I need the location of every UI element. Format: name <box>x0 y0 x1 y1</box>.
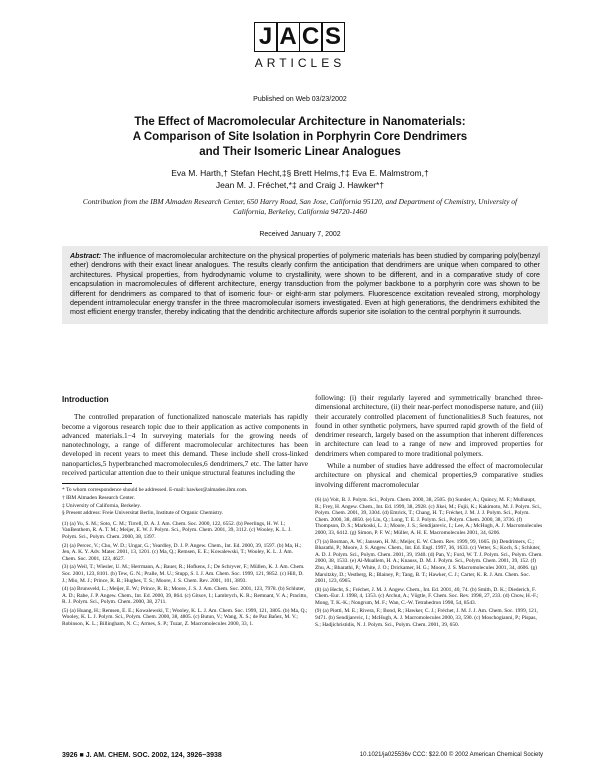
footnote: ‡ University of California, Berkeley. <box>62 502 141 509</box>
abstract-box <box>62 246 548 324</box>
logo-letter-a: A <box>276 22 300 52</box>
body-paragraph: following: (i) their regularly layered and symmetrically branched three-dimensional architecture, (ii) their near-perfect monodisperse nature, and (iii) their accurately controlled placement of functionalities.8 Such features, not found in other synthetic polymers, have spurred rapid growth of the field of dendrimer research, largely based on the assumption that inherent differences in architecture can lead to a range of new and improved properties for dendrimers when compared to more traditional polymers. <box>315 393 543 458</box>
references-right <box>315 497 543 628</box>
body-paragraph: The controlled preparation of functionalized nanoscale materials has rapidly become a vigorous research topic due to their application as active components in advanced materials.1−4 In surveying materials for the growing needs of nanotechnology, a range of different macromolecular architectures has been developed in recent years to meet this demand. These include shell cross-linked nanoparticles,5 hyperbranched macromolecules,6 dendrimers,7 etc. The latter have received particular attention due to their unique structural features including the <box>62 412 308 478</box>
footer-doi: 10.1021/ja025536v CCC: $22.00 © 2002 American Chemical Society <box>359 752 543 758</box>
reference: (9) (a) Piotti, M. E.; Rivera, F.; Bond, R.; Hawker, C. J.; Fréchet, J. M. J. J. Am. Chem. Soc. 1999, 121, 9471. (b) Sendijarevic, I.; McHugh, A. J. Macromolecules 2000, 33, 590. (c) Moschogianni, P.; Pispas, S.; Hadjichristidis, N. J. Polym. Sci., Polym. Chem. 2001, 39, 650. <box>315 608 538 628</box>
authors-line: Eva M. Harth,† Stefan Hecht,‡§ Brett Helms,†‡ Eva E. Malmstrom,† <box>171 168 429 178</box>
published-date: Published on Web 03/23/2002 <box>253 96 347 103</box>
right-column <box>315 393 543 630</box>
body-paragraph: While a number of studies have addressed the effect of macromolecular architecture on physical and chemical properties,9 comparative studies involving different macromolecular <box>315 461 543 489</box>
logo-letter-c: C <box>299 22 323 52</box>
logo-subtitle: ARTICLES <box>254 56 346 70</box>
footnote: § Present address: Freie Universitat Berlin, Institute of Organic Chemistry. <box>62 510 224 517</box>
affiliation: Contribution from the IBM Almaden Research Center, 650 Harry Road, San Jose, California 95120, and Department of Chemistry, University of California, Berkeley, California 94720-1460 <box>82 197 518 216</box>
references-left <box>62 521 308 628</box>
title-line: A Comparison of Site Isolation in Porphyrin Core Dendrimers <box>132 131 468 143</box>
reference: (5) (a) Huang, H.; Remsen, E. E.; Kowalewski, T.; Wooley, K. L. J. Am. Chem. Soc. 1999, 121, 3805. (b) Ma, Q.; Wooley, K. L. J. Polym. Sci., Polym. Chem. 2000, 38, 4805. (c) Butun, V.; Wang, X. S.; de Paz Bañez, M. V.; Robinson, K. L.; Billingham, N. C.; Armes, S. P.; Tuzar, Z. Macromolecules 2000, 33, 1. <box>62 607 308 628</box>
article-title <box>60 115 540 160</box>
received-date: Received January 7, 2002 <box>259 231 341 238</box>
title-line: and Their Isomeric Linear Analogues <box>199 146 401 158</box>
footnotes <box>62 483 308 516</box>
reference: (2) (a) Percec, V.; Cho, W. D.; Ungar, G.; Yeardley, D. J. P. Angew. Chem., Int. Ed. 2000, 39, 1597. (b) Ma, H.; Jen, A. K. Y. Adv. Mater. 2001, 13, 1201. (c) Ma, Q.; Remsen, E. E.; Kowalewski, T.; Wooley, K. L. J. Am. Chem. Soc. 2001, 123, 4627. <box>62 542 302 562</box>
authors-line: Jean M. J. Fréchet,*‡ and Craig J. Hawker*† <box>215 180 385 190</box>
left-column <box>62 395 308 630</box>
logo-letter-s: S <box>321 22 345 52</box>
reference: (4) (a) Brunsveld, L.; Meijer, E. W.; Prince, R. B.; Moore, J. S. J. Am. Chem. Soc. 2001, 123, 7978. (b) Schluter, A. D.; Rabe, J. P. Angew. Chem., Int. Ed. 2000, 39, 864. (c) Gitsov, I.; Lambrych, K. R.; Remnant, V. A.; Pracitto, R. J. Polym. Sci., Polym. Chem. 2000, 38, 2711. <box>62 586 308 606</box>
author-list <box>60 167 540 191</box>
footnote-rule <box>62 483 132 484</box>
reference: (6) (a) Voit, B. J. Polym. Sci., Polym. Chem. 2000, 38, 2505. (b) Sunder, A.; Quincy, M. F.; Mulhaupt, R.; Frey, H. Angew. Chem., Int. Ed. 1999, 38, 2928. (c) Jikei, M.; Fujii, K.; Kakimoto, M. J. Polym. Sci., Polym. Chem. 2001, 39, 3304. (d) Emrick, T.; Chang, H. T.; Fréchet, J. M. J. J. Polym. Sci., Polym. Chem. 2000, 38, 4850. (e) Lin, Q.; Long, T. E. J. Polym. Sci., Polym. Chem. 2000, 38, 3736. (f) Thompson, D. S.; Markoski, L. J.; Moore, J. S.; Sendijarevic, I.; Lee, A.; McHugh, A. J. Macromolecules 2000, 33, 6412. (g) Simon, P. F. W.; Müller, A. H. E. Macromolecules 2001, 34, 6206. <box>315 496 543 536</box>
section-heading: Introduction <box>62 395 109 404</box>
logo-letter-j: J <box>254 22 278 52</box>
reference: (3) (a) Weil, T.; Wiesler, U. M.; Herrmann, A.; Bauer, R.; Hofkens, J.; De Schryver, F.; Müllen, K. J. Am. Chem. Soc. 2001, 123, 8101. (b) Tew, G. N.; Pralle, M. U.; Stupp, S. I. J. Am. Chem. Soc. 1999, 121, 9852. (c) Hill, D. J.; Mio, M. J.; Prince, R. B.; Hughes, T. S.; Moore, J. S. Chem. Rev. 2001, 101, 3893. <box>62 564 305 584</box>
title-line: The Effect of Macromolecular Architecture in Nanomaterials: <box>134 116 466 128</box>
footer-citation: 3926 ■ J. AM. CHEM. SOC. 2002, 124, 3926−3938 <box>62 752 222 759</box>
footnote: * To whom correspondence should be addressed. E-mail: hawker@almaden.ibm.com. <box>62 487 248 494</box>
reference: (8) (a) Hecht, S.; Fréchet, J. M. J. Angew. Chem., Int. Ed. 2001, 40, 74. (b) Smith, D. K.; Diederich, F. Chem.-Eur. J. 1998, 4, 1353. (c) Archut, A.; Vögtle, F. Chem. Soc. Rev. 1998, 27, 233. (d) Chow, H.-F.; Mong, T. K.-K.; Nongrum, M. F.; Wan, C.-W. Tetrahedron 1998, 54, 8543. <box>315 586 539 606</box>
abstract-text: The influence of macromolecular architecture on the physical properties of polymeric materials has been studied by comparing poly(benzyl ether) dendrons with their exact linear analogues. The results clearly confirm the anticipation that dendrimers are unique when compared to other architectures. Physical properties, from hydrodynamic volume to crystallinity, were shown to be different, and in a comparative study of core encapsulation in macromolecules of different architecture, energy transduction from the polymer backbone to a porphyrin core was shown to be different for dendrimers as compared to that of isomeric four- or eight-arm star polymers. Fluorescence excitation revealed strong, morphology dependent intramolecular energy transfer in the three macromolecular isomers investigated. Even at high generations, the dendrimers exhibited the most efficient energy transfer, thereby indicating that the dendritic architecture affords superior site isolation to the central porphyrin it surrounds. <box>70 252 541 317</box>
abstract-label: Abstract: <box>70 252 102 260</box>
footnote: † IBM Almaden Research Center. <box>62 494 135 501</box>
journal-logo <box>0 22 600 70</box>
reference: (1) (a) Yu, S. M.; Soto, C. M.; Tirrell, D. A. J. Am. Chem. Soc. 2000, 122, 6552. (b) Peerlings, H. W. I.; VanBenthem, R. A. T. M.; Meijer, E. W. J. Polym. Sci., Polym. Chem. 2001, 39, 3112. (c) Wooley, K. L. J. Polym. Sci., Polym. Chem. 2000, 38, 1397. <box>62 520 292 540</box>
reference: (7) (a) Bosman, A. W.; Janssen, H. M.; Meijer, E. W. Chem. Rev. 1999, 99, 1665. (b) Dendrimers, C.; Bharathi, P.; Moore, J. S. Angew. Chem., Int. Ed. Engl. 1997, 36, 1633. (c) Vetter, S.; Koch, S.; Schluter, A. D. J. Polym. Sci., Polym. Chem. 2001, 39, 1940. (d) Pan, Y.; Ford, W. T. J. Polym. Sci., Polym. Chem. 2000, 38, 1533. (e) Al-Muallem, H. A.; Knauss, D. M. J. Polym. Sci., Polym. Chem. 2001, 39, 152. (f) Zhu, A.; Bharathi, P.; White, J. O.; Drickamer, H. G.; Moore, J. S. Macromolecules 2001, 34, 4606. (g) Marsitzky, D.; Vestberg, R.; Blainey, P.; Tang, B. T.; Hawker, C. J.; Carter, K. R. J. Am. Chem. Soc. 2001, 123, 6965. <box>315 538 543 585</box>
